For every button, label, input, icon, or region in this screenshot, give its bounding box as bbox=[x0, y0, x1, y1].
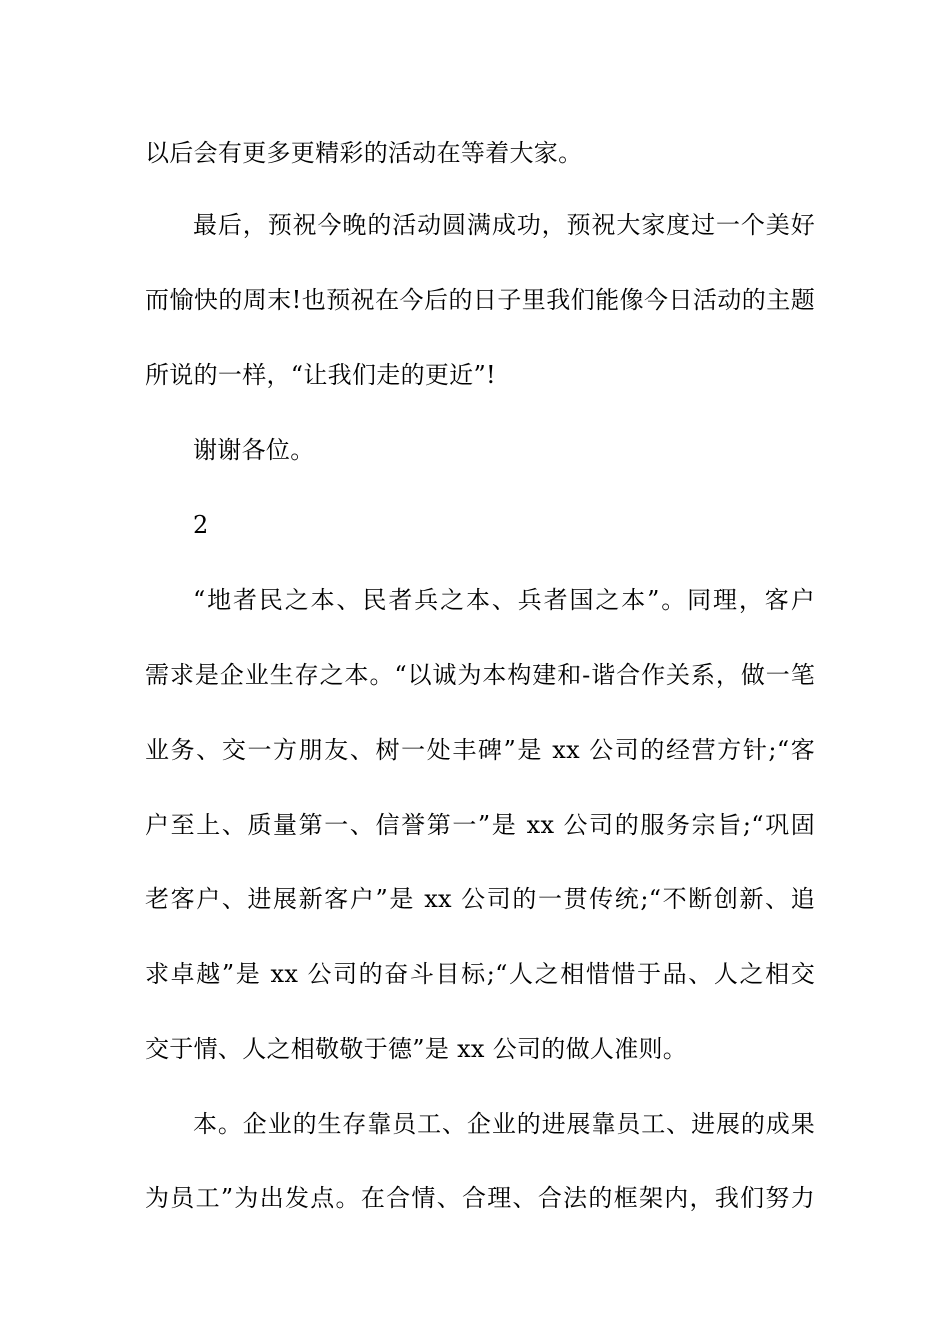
text-line: 需求是企业生存之本。“以诚为本构建和-谐合作关系，做一笔 bbox=[145, 661, 815, 689]
text-line: 业务、交一方朋友、树一处丰碑”是 xx 公司的经营方针;“客 bbox=[145, 736, 815, 764]
text-line: 老客户、进展新客户”是 xx 公司的一贯传统;“不断创新、追 bbox=[145, 885, 815, 913]
text-line: 本。企业的生存靠员工、企业的进展靠员工、进展的成果 bbox=[193, 1110, 815, 1138]
text-line: 而愉快的周末!也预祝在今后的日子里我们能像今日活动的主题 bbox=[145, 286, 815, 314]
text-line: 谢谢各位。 bbox=[193, 436, 315, 464]
section-number: 2 bbox=[193, 511, 209, 539]
text-line: 以后会有更多更精彩的活动在等着大家。 bbox=[145, 139, 583, 167]
text-line: 求卓越”是 xx 公司的奋斗目标;“人之相惜惜于品、人之相交 bbox=[145, 960, 815, 988]
text-line: 为员工”为出发点。在合情、合理、合法的框架内，我们努力 bbox=[145, 1184, 815, 1212]
text-line: 最后，预祝今晚的活动圆满成功，预祝大家度过一个美好 bbox=[193, 211, 815, 239]
text-line: 所说的一样，“让我们走的更近”! bbox=[145, 361, 496, 389]
text-line: 户至上、质量第一、信誉第一”是 xx 公司的服务宗旨;“巩固 bbox=[145, 811, 815, 839]
text-line: 交于情、人之相敬敬于德”是 xx 公司的做人准则。 bbox=[145, 1035, 688, 1063]
text-line: “地者民之本、民者兵之本、兵者国之本”。同理，客户 bbox=[193, 586, 815, 614]
